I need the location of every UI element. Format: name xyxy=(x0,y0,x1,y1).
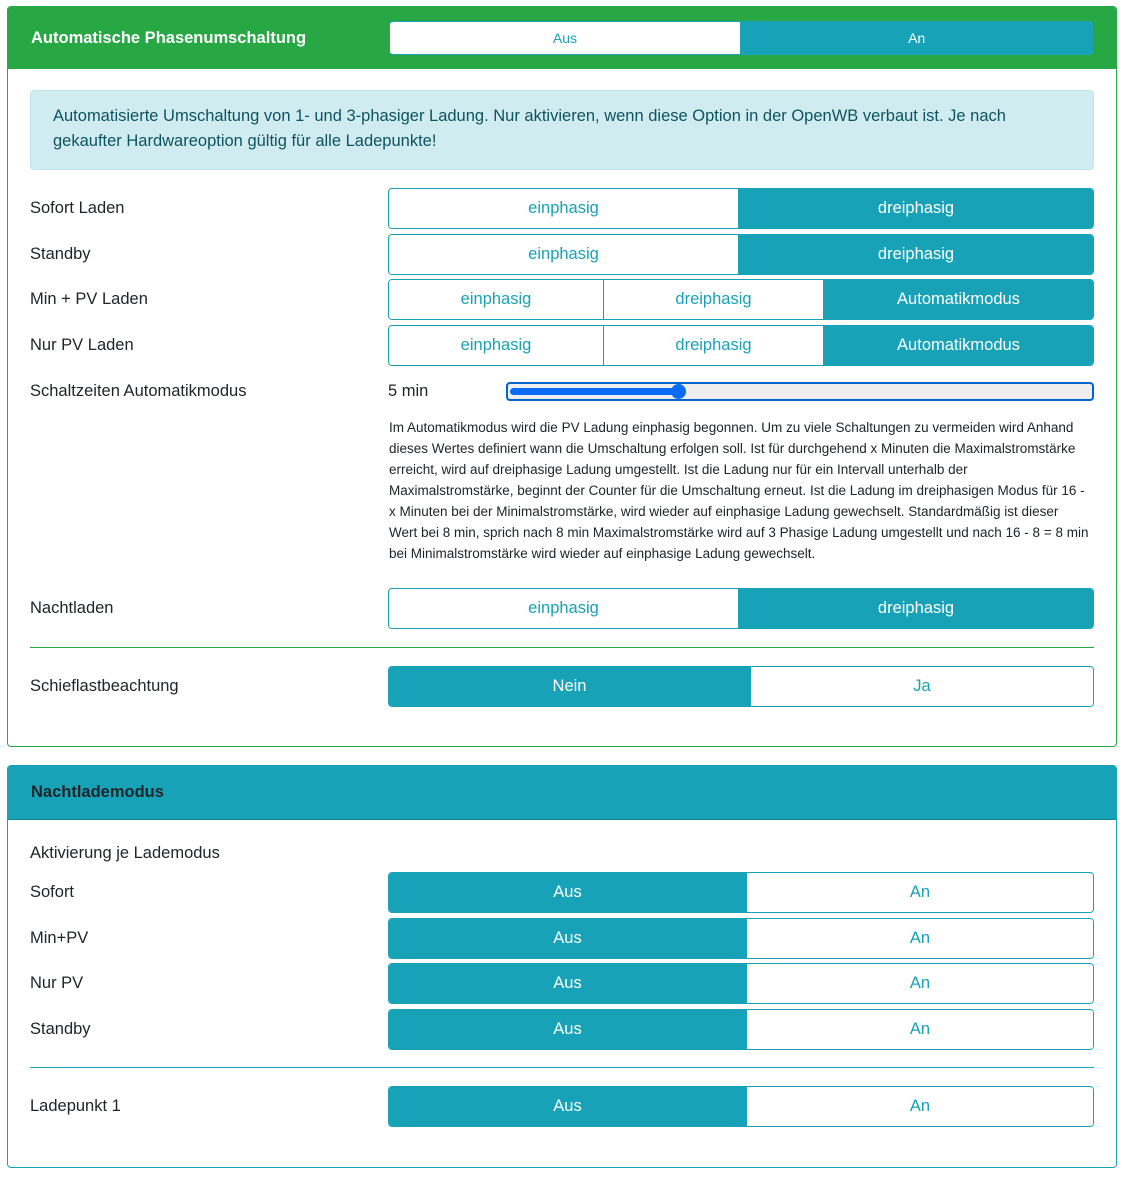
ladepunkt-1-toggle xyxy=(388,1086,1094,1127)
info-alert: Automatisierte Umschaltung von 1- und 3-phasiger Ladung. Nur aktivieren, wenn diese Option in der OpenWB verbaut ist. Je nach gekaufter Hardwareoption gültig für alle Ladepunkte! xyxy=(30,90,1094,170)
an-button[interactable]: An xyxy=(746,919,1093,958)
night-nurpv-toggle xyxy=(388,963,1094,1004)
row-schieflast xyxy=(30,666,1094,707)
aus-button[interactable]: Aus xyxy=(389,919,746,958)
an-button[interactable]: An xyxy=(746,1010,1093,1049)
row-label: Standby xyxy=(30,245,91,263)
row-label: Nur PV Laden xyxy=(30,336,134,354)
aus-button[interactable]: Aus xyxy=(389,964,746,1003)
phase-switch-off-button[interactable]: Aus xyxy=(390,22,741,54)
nein-button[interactable]: Nein xyxy=(389,667,750,706)
switch-time-slider[interactable] xyxy=(506,382,1094,401)
row-night-minpv xyxy=(30,918,1094,959)
row-label: Sofort xyxy=(30,883,75,901)
row-night-standby xyxy=(30,1009,1094,1050)
phase-switch-on-button[interactable]: An xyxy=(740,22,1092,54)
row-label: Nachtladen xyxy=(30,599,114,617)
phase-switch-toggle xyxy=(389,21,1093,55)
row-standby xyxy=(30,234,1094,275)
divider xyxy=(30,1067,1094,1068)
row-label: Nur PV xyxy=(30,974,84,992)
row-label: Schaltzeiten Automatikmodus xyxy=(30,382,247,400)
einphasig-button[interactable]: einphasig xyxy=(389,189,738,228)
einphasig-button[interactable]: einphasig xyxy=(389,235,738,274)
aus-button[interactable]: Aus xyxy=(389,1087,746,1126)
slider-thumb[interactable] xyxy=(671,384,686,399)
row-label: Min + PV Laden xyxy=(30,290,148,308)
automatikmodus-button[interactable]: Automatikmodus xyxy=(823,326,1093,365)
night-sofort-toggle xyxy=(388,872,1094,913)
phase-switch-title: Automatische Phasenumschaltung xyxy=(31,28,307,47)
dreiphasig-button[interactable]: dreiphasig xyxy=(603,326,823,365)
einphasig-button[interactable]: einphasig xyxy=(389,326,603,365)
row-label: Ladepunkt 1 xyxy=(30,1097,121,1115)
an-button[interactable]: An xyxy=(746,1087,1093,1126)
slider-fill xyxy=(510,388,678,395)
phase-switch-header xyxy=(8,7,1116,69)
night-mode-title: Nachtlademodus xyxy=(31,783,164,801)
nur-pv-toggle xyxy=(388,325,1094,366)
row-label: Standby xyxy=(30,1020,91,1038)
row-nachtladen xyxy=(30,588,1094,629)
night-minpv-toggle xyxy=(388,918,1094,959)
einphasig-button[interactable]: einphasig xyxy=(389,589,738,628)
row-label: Schieflastbeachtung xyxy=(30,677,179,695)
switch-time-help: Im Automatikmodus wird die PV Ladung einphasig begonnen. Um zu viele Schaltungen zu vermeiden wird Anhand dieses Wertes definiert wann die Umschaltung erfolgen soll. Ist für durchgehend x Minuten die Maximalstromstärke erreicht, wird auf dreiphasige Ladung umgestellt. Ist die Ladung nur für ein Intervall unterhalb der Maximalstromstärke, beginnt der Counter für die Umschaltung erneut. Ist die Ladung im dreiphasigen Modus für 16 - x Minuten bei der Minimalstromstärke, wird wieder auf einphasige Ladung gewechselt. Standardmäßig ist dieser Wert bei 8 min, sprich nach 8 min Maximalstromstärke wird auf 3 Phasige Ladung umgestellt und nach 16 - 8 = 8 min bei Minimalstromstärke wird wieder auf einphasige Ladung gewechselt. xyxy=(389,420,1089,561)
an-button[interactable]: An xyxy=(746,964,1093,1003)
dreiphasig-button[interactable]: dreiphasig xyxy=(738,589,1093,628)
row-nur-pv-laden xyxy=(30,325,1094,366)
night-standby-toggle xyxy=(388,1009,1094,1050)
sofort-laden-toggle xyxy=(388,188,1094,229)
row-night-sofort xyxy=(30,872,1094,913)
aus-button[interactable]: Aus xyxy=(389,873,746,912)
night-mode-subtitle: Aktivierung je Lademodus xyxy=(30,844,220,862)
row-min-pv-laden xyxy=(30,279,1094,320)
divider xyxy=(30,647,1094,648)
schieflast-toggle xyxy=(388,666,1094,707)
night-mode-card xyxy=(7,765,1117,1168)
slider-value: 5 min xyxy=(388,382,429,400)
dreiphasig-button[interactable]: dreiphasig xyxy=(738,189,1093,228)
nachtladen-toggle xyxy=(388,588,1094,629)
row-sofort-laden xyxy=(30,188,1094,229)
standby-toggle xyxy=(388,234,1094,275)
ja-button[interactable]: Ja xyxy=(750,667,1093,706)
automatikmodus-button[interactable]: Automatikmodus xyxy=(823,280,1093,319)
phase-switch-card xyxy=(7,6,1117,747)
einphasig-button[interactable]: einphasig xyxy=(389,280,603,319)
dreiphasig-button[interactable]: dreiphasig xyxy=(738,235,1093,274)
dreiphasig-button[interactable]: dreiphasig xyxy=(603,280,823,319)
min-pv-toggle xyxy=(388,279,1094,320)
aus-button[interactable]: Aus xyxy=(389,1010,746,1049)
night-mode-header xyxy=(8,766,1116,820)
row-ladepunkt-1 xyxy=(30,1086,1094,1127)
an-button[interactable]: An xyxy=(746,873,1093,912)
row-night-nurpv xyxy=(30,963,1094,1004)
row-label: Min+PV xyxy=(30,929,89,947)
row-switch-time xyxy=(30,381,1094,402)
row-label: Sofort Laden xyxy=(30,199,125,217)
